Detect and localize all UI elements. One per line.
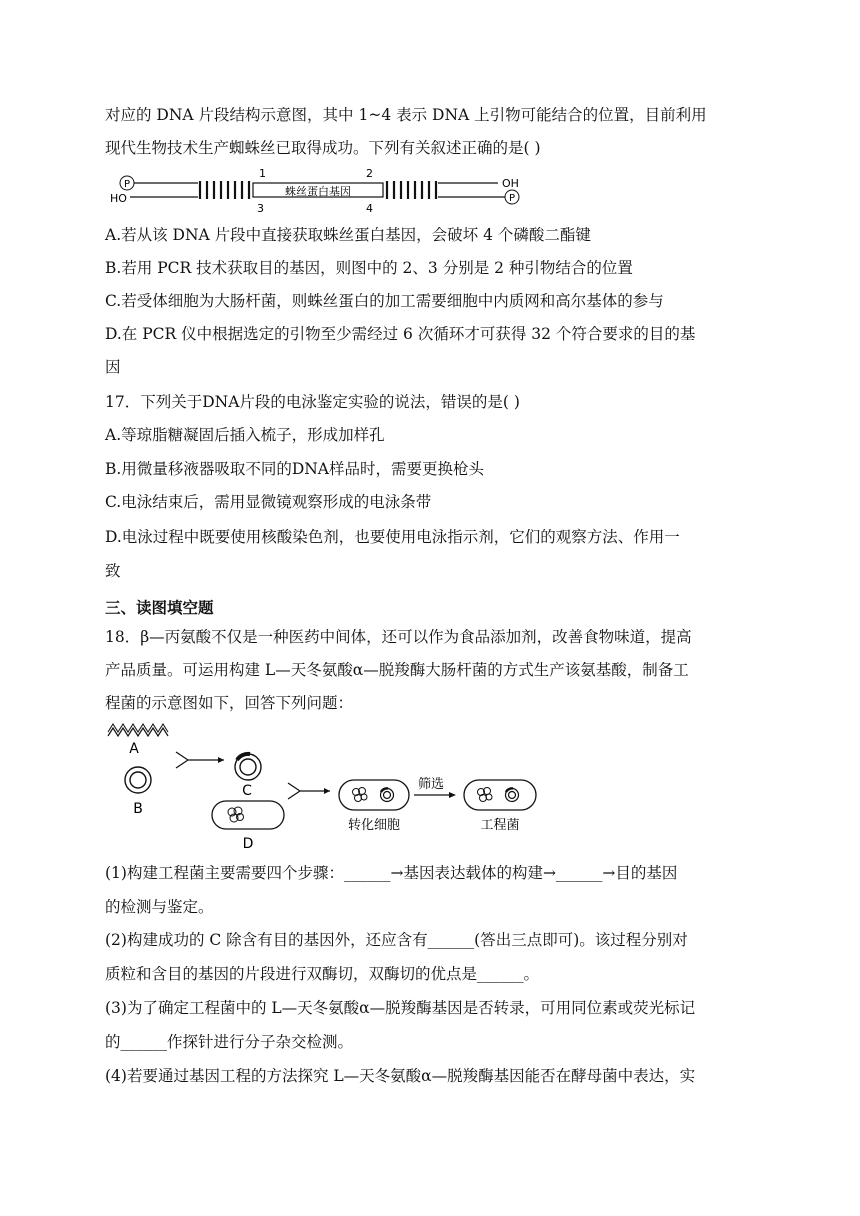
oh-label: OH	[502, 177, 519, 190]
transformed-cell	[339, 780, 409, 810]
q18-part1-line2: 的检测与鉴定。	[105, 898, 214, 916]
recombinant-c-inner	[240, 759, 256, 775]
ho-label: HO	[110, 192, 127, 205]
label-b: B	[133, 801, 143, 817]
bacterium-d-chromosome	[228, 807, 244, 822]
q17-option-b: B.用微量移液器吸取不同的DNA样品时，需要更换枪头	[105, 460, 485, 478]
q17-option-d-line2: 致	[105, 562, 121, 580]
transformed-cell-chromosome	[353, 788, 368, 802]
dna-fragment-figure	[110, 166, 530, 216]
q18-part3-line1: (3)为了确定工程菌中的 L—天冬氨酸α—脱羧酶基因是否转录，可用同位素或荧光标记	[105, 999, 696, 1017]
engineering-bacterium-plasmid-inner	[509, 792, 516, 799]
position-mark-4: 4	[366, 202, 373, 215]
q18-part4-line1: (4)若要通过基因工程的方法探究 L—天冬氨酸α—脱羧酶基因能否在酵母菌中表达，实	[105, 1067, 696, 1085]
label-c: C	[242, 783, 252, 799]
q17-stem: 17．下列关于DNA片段的电泳鉴定实验的说法，错误的是( )	[105, 393, 520, 411]
bacterium-d	[212, 801, 284, 829]
engineering-bacterium-chromosome	[478, 788, 493, 802]
arrowhead-3	[449, 792, 456, 798]
section-heading: 三、读图填空题	[105, 599, 214, 617]
engineering-bacterium	[464, 780, 536, 810]
transformed-cell-plasmid-inner	[384, 792, 391, 799]
screening-label: 筛选	[417, 777, 445, 792]
q16-intro-line2: 现代生物技术生产蜘蛛丝已取得成功。下列有关叙述正确的是( )	[105, 139, 541, 157]
q16-option-c: C.若受体细胞为大肠杆菌，则蛛丝蛋白的加工需要细胞中内质网和高尔基体的参与	[105, 292, 664, 310]
q16-option-b: B.若用 PCR 技术获取目的基因，则图中的 2、3 分别是 2 种引物结合的位置	[105, 259, 633, 277]
phosphate-label-left: P	[123, 179, 131, 190]
position-mark-1: 1	[259, 167, 266, 180]
q18-stem-line2: 产品质量。可运用构建 L—天冬氨酸α—脱羧酶大肠杆菌的方式生产该氨基酸，制备工	[105, 661, 689, 679]
cell-label-engineering: 工程菌	[480, 818, 520, 833]
q16-option-d-line2: 因	[105, 358, 121, 376]
gene-a-zigzag-lower	[108, 724, 168, 732]
q16-option-a: A.若从该 DNA 片段中直接获取蛛丝蛋白基因，会破坏 4 个磷酸二酯键	[105, 226, 591, 244]
engineering-bacteria-figure	[100, 722, 560, 854]
q18-stem-line1: 18．β—丙氨酸不仅是一种医药中间体，还可以作为食品添加剂，改善食物味道，提高	[105, 628, 692, 646]
phosphate-label-right: P	[508, 193, 516, 204]
position-mark-2: 2	[366, 167, 373, 180]
label-d: D	[242, 836, 254, 852]
plasmid-b-outer	[125, 767, 151, 793]
arrowhead-1	[218, 757, 224, 763]
arrowhead-2	[324, 788, 330, 794]
merge-arrow-2	[288, 783, 330, 799]
merge-arrow-1	[176, 752, 224, 768]
plasmid-b-inner	[130, 772, 146, 788]
q18-part2-line1: (2)构建成功的 C 除含有目的基因外，还应含有______(答出三点即可)。该过程分别对	[105, 931, 688, 949]
left-base-pairs	[200, 181, 249, 199]
q17-option-c: C.电泳结束后，需用显微镜观察形成的电泳条带	[105, 493, 432, 511]
q17-option-a: A.等琼脂糖凝固后插入梳子，形成加样孔	[105, 426, 385, 444]
gene-label: 蛛丝蛋白基因	[285, 185, 351, 198]
position-mark-3: 3	[257, 202, 264, 215]
q16-option-d-line1: D.在 PCR 仪中根据选定的引物至少需经过 6 次循环才可获得 32 个符合要求的目的基	[105, 325, 696, 343]
cell-label-transformed: 转化细胞	[347, 818, 401, 833]
q18-stem-line3: 程菌的示意图如下，回答下列问题：	[105, 694, 354, 712]
q17-option-d-line1: D.电泳过程中既要使用核酸染色剂，也要使用电泳指示剂，它们的观察方法、作用一	[105, 528, 680, 546]
q16-intro-line1: 对应的 DNA 片段结构示意图，其中 1~4 表示 DNA 上引物可能结合的位置，目前利用	[105, 106, 707, 124]
q18-part2-line2: 质粒和含目的基因的片段进行双酶切，双酶切的优点是______。	[105, 965, 540, 983]
right-base-pairs	[387, 181, 436, 199]
label-a: A	[129, 741, 139, 757]
q18-part1-line1: (1)构建工程菌主要需要四个步骤：______→基因表达载体的构建→______→目的基因	[105, 864, 678, 882]
q18-part3-line2: 的______作探针进行分子杂交检测。	[105, 1033, 354, 1051]
